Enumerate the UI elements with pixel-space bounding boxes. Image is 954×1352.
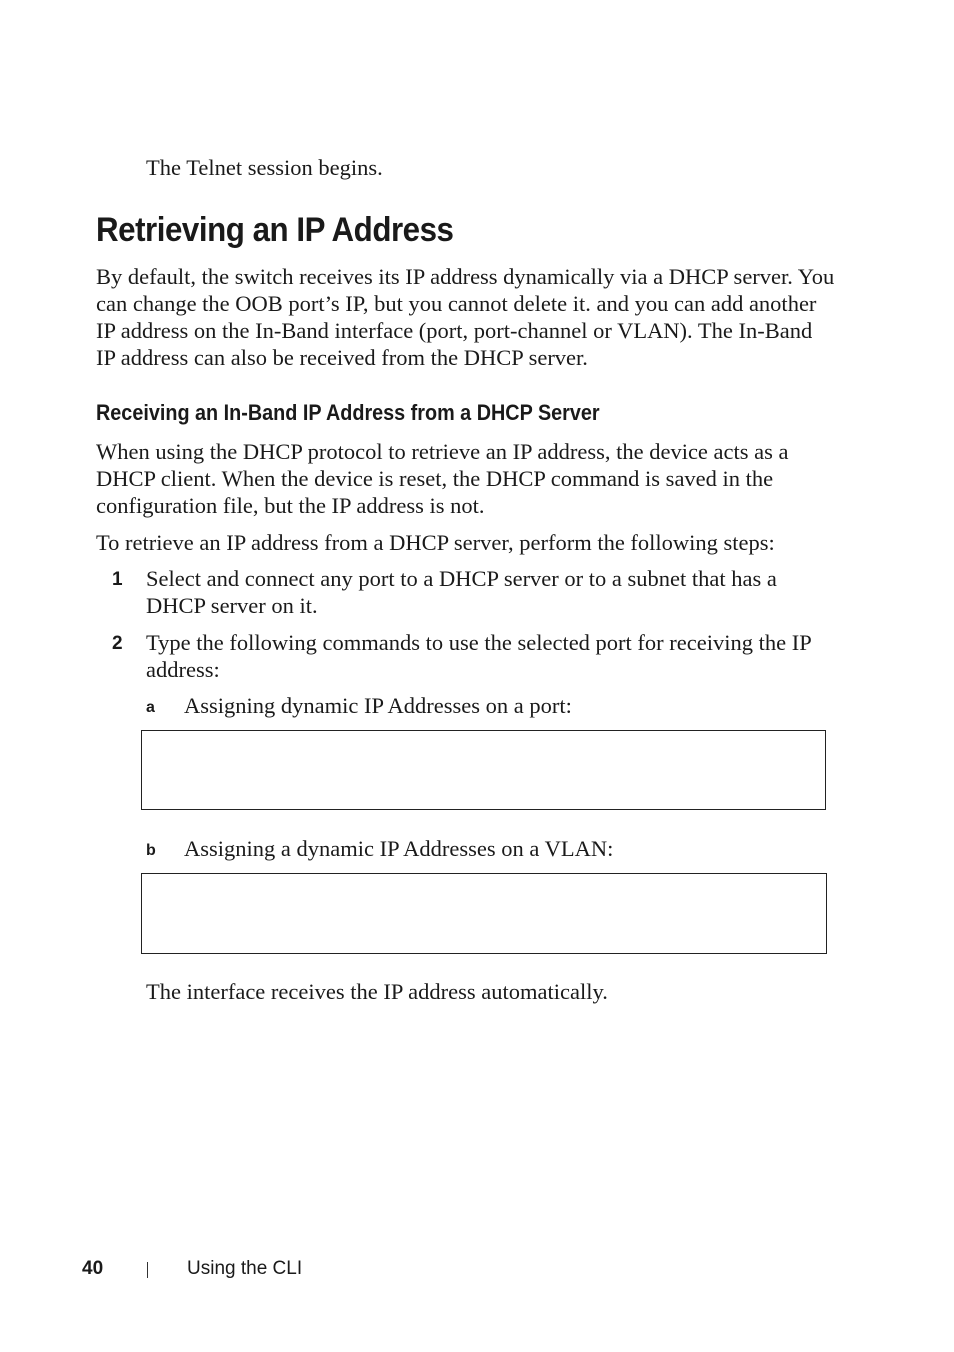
step-number: 1	[112, 569, 123, 590]
command-box-vlan	[141, 873, 827, 954]
outro-text: The interface receives the IP address automatically.	[146, 979, 608, 1004]
substep-text: Assigning dynamic IP Addresses on a port:	[184, 693, 572, 718]
substep-text: Assigning a dynamic IP Addresses on a VLAN:	[184, 836, 614, 861]
substep-letter: a	[146, 699, 155, 716]
page-title: Retrieving an IP Address	[96, 211, 454, 249]
step-text: Type the following commands to use the selected port for receiving the IP address:	[146, 630, 811, 682]
step-text: Select and connect any port to a DHCP server or to a subnet that has a DHCP server on it.	[146, 566, 777, 618]
paragraph-default-ip: By default, the switch receives its IP address dynamically via a DHCP server. You can change the OOB port’s IP, but you cannot delete it. and you can add another IP address on the In-Band interface (port, port-channel or VLAN). The In-Band IP address can also be received from the DHCP server.	[96, 264, 835, 370]
footer-separator	[147, 1262, 148, 1278]
command-box-port	[141, 730, 826, 810]
footer-section-title: Using the CLI	[187, 1258, 303, 1279]
page-number: 40	[82, 1258, 104, 1279]
substep-letter: b	[146, 842, 156, 859]
paragraph-dhcp-client: When using the DHCP protocol to retrieve an IP address, the device acts as a DHCP client. When the device is reset, the DHCP command is saved in the configuration file, but the IP address is not.	[96, 439, 789, 518]
step-number: 2	[112, 633, 123, 654]
paragraph-steps-intro: To retrieve an IP address from a DHCP server, perform the following steps:	[96, 530, 775, 555]
section-heading: Receiving an In-Band IP Address from a DHCP Server	[96, 400, 600, 425]
intro-text: The Telnet session begins.	[146, 155, 383, 180]
